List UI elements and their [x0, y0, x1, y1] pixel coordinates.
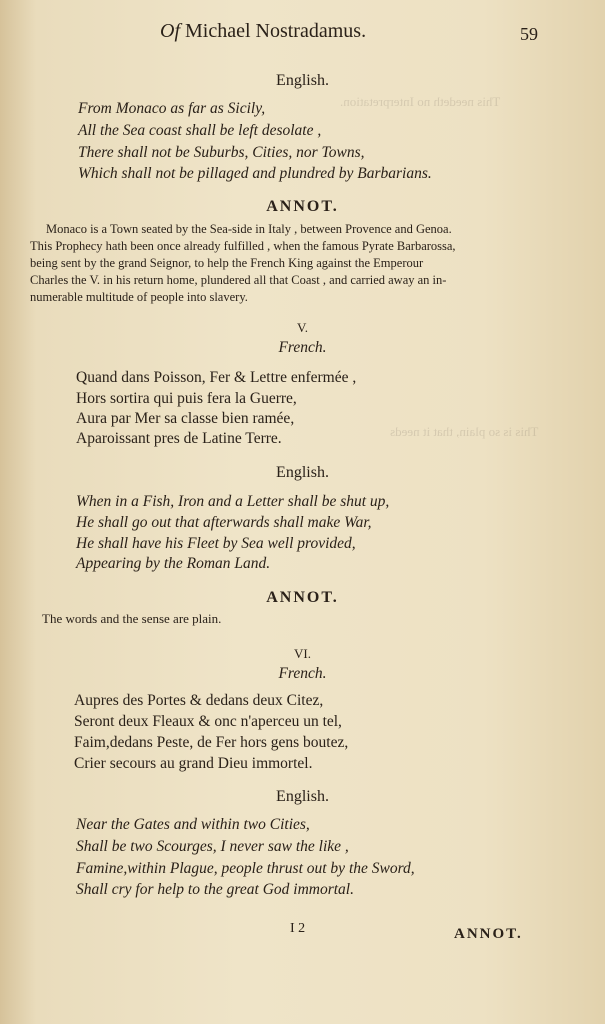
- english-heading: English.: [276, 72, 329, 89]
- verse-line: Near the Gates and within two Cities,: [76, 816, 310, 833]
- verse-line: From Monaco as far as Sicily,: [78, 100, 266, 117]
- verse-line: Which shall not be pillaged and plundred by Barbarians.: [78, 165, 432, 182]
- french-line: Quand dans Poisson, Fer & Lettre enfermée ,: [76, 369, 357, 386]
- show-through-text: This needeth no Interpretation.: [340, 94, 501, 109]
- quatrain-numeral: V.: [297, 320, 308, 335]
- annot-heading: ANNOT.: [266, 589, 339, 606]
- verse-line: When in a Fish, Iron and a Letter shall be shut up,: [76, 493, 390, 510]
- header-prefix: Of: [160, 20, 180, 42]
- annot-heading: ANNOT.: [266, 198, 339, 215]
- annot-line: The words and the sense are plain.: [42, 611, 222, 626]
- catchword: ANNOT.: [454, 926, 523, 942]
- annot-line: numerable multitude of people into slavery.: [30, 290, 248, 304]
- french-line: Crier secours au grand Dieu immortel.: [74, 755, 313, 772]
- annot-line: Monaco is a Town seated by the Sea-side in Italy , between Provence and Genoa.: [46, 222, 452, 236]
- page-number: 59: [520, 24, 538, 44]
- running-header: [160, 20, 366, 43]
- french-heading: French.: [278, 665, 327, 682]
- verse-line: Famine,within Plague, people thrust out by the Sword,: [76, 860, 415, 877]
- quatrain-numeral: VI.: [294, 646, 311, 661]
- verse-line: He shall have his Fleet by Sea well provided,: [76, 535, 356, 552]
- verse-line: There shall not be Suburbs, Cities, nor Towns,: [78, 144, 365, 161]
- header-title: Michael Nostradamus.: [185, 20, 367, 42]
- french-line: Aura par Mer sa classe bien ramée,: [76, 410, 295, 427]
- verse-line: Shall cry for help to the great God immortal.: [76, 881, 354, 898]
- english-heading: English.: [276, 464, 329, 481]
- annot-line: being sent by the grand Seignor, to help the French King against the Emperour: [30, 256, 424, 270]
- verse-line: All the Sea coast shall be left desolate ,: [78, 122, 322, 139]
- french-line: Aupres des Portes & dedans deux Citez,: [74, 692, 324, 709]
- french-line: Faim,dedans Peste, de Fer hors gens boutez,: [74, 734, 349, 751]
- annot-line: Charles the V. in his return home, plundered all that Coast , and carried away an in-: [30, 273, 447, 287]
- verse-line: Shall be two Scourges, I never saw the like ,: [76, 838, 349, 855]
- english-heading: English.: [276, 788, 329, 805]
- french-line: Seront deux Fleaux & onc n'aperceu un tel,: [74, 713, 342, 730]
- french-line: Aparoissant pres de Latine Terre.: [76, 430, 282, 447]
- signature-mark: I 2: [290, 921, 306, 936]
- french-line: Hors sortira qui puis fera la Guerre,: [76, 390, 297, 407]
- french-heading: French.: [278, 339, 327, 356]
- annot-line: This Prophecy hath been once already fulfilled , when the famous Pyrate Barbarossa,: [30, 239, 456, 253]
- verse-line: Appearing by the Roman Land.: [76, 555, 271, 572]
- verse-line: He shall go out that afterwards shall make War,: [76, 514, 372, 531]
- show-through-text: This is so plain, that it needs: [390, 424, 539, 439]
